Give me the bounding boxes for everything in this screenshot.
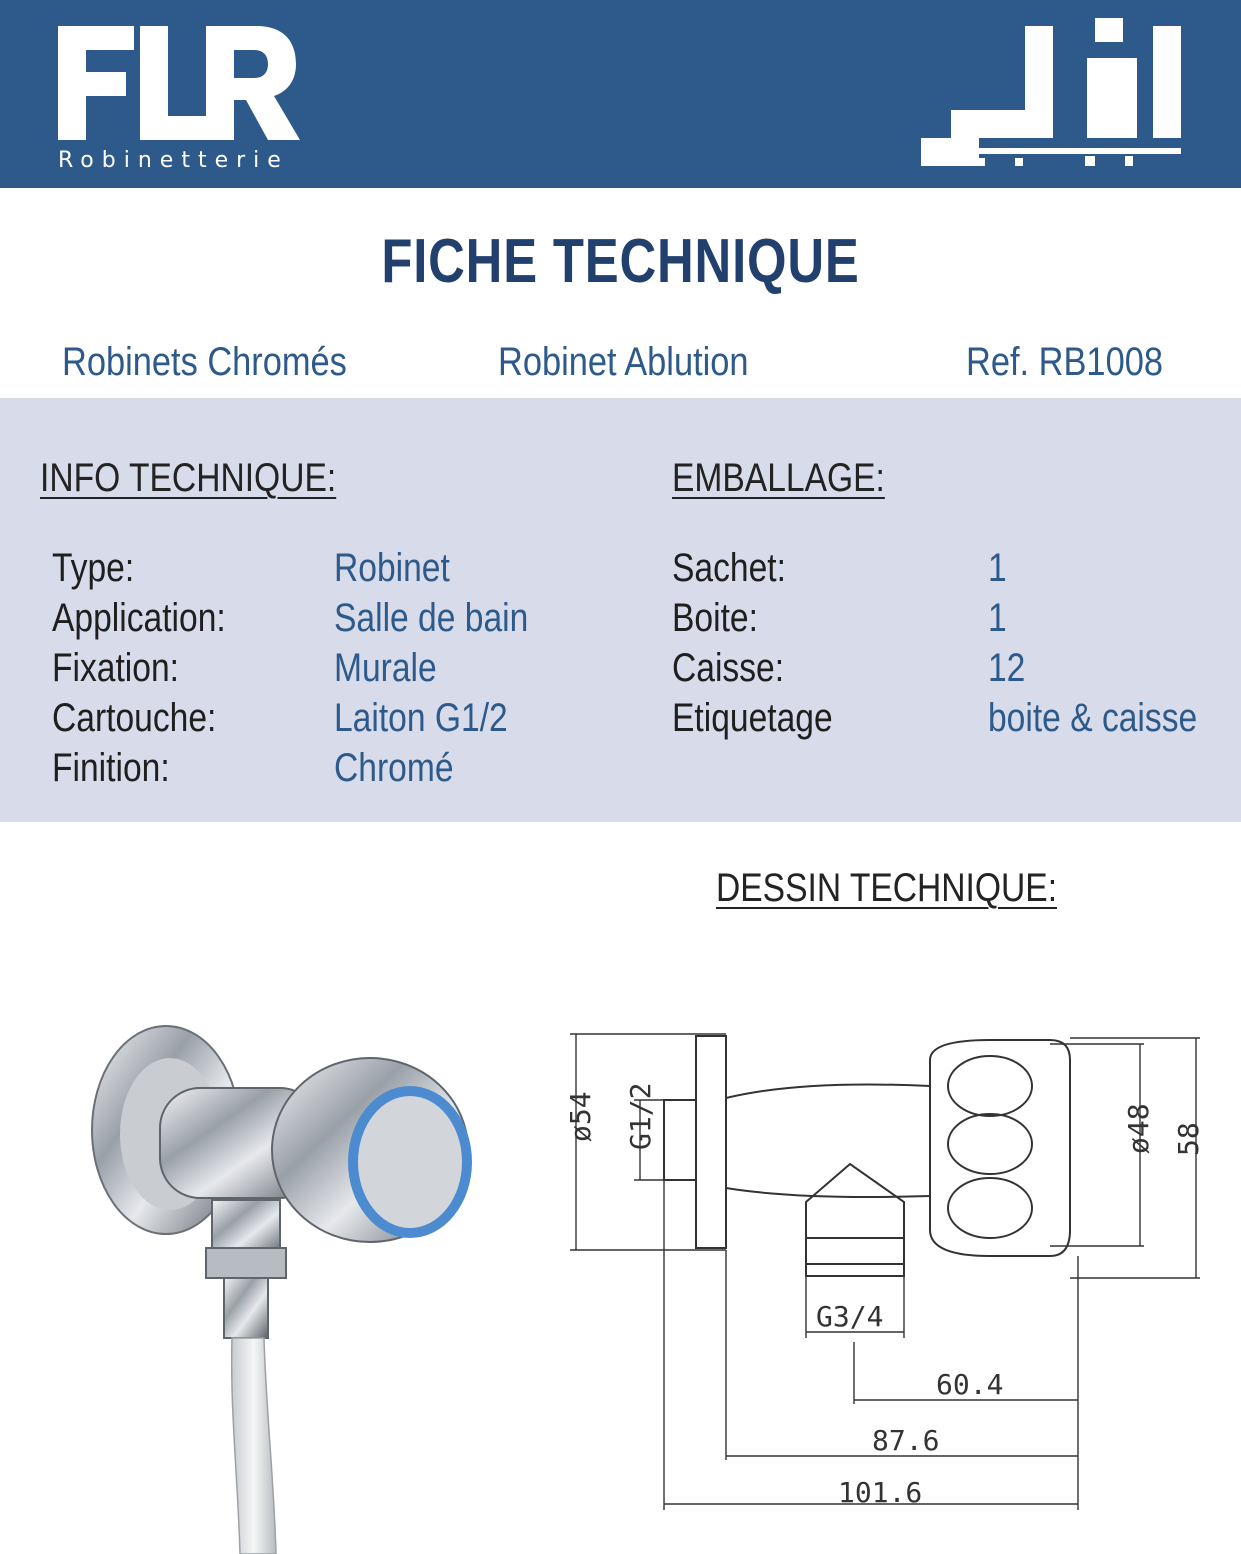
brand-subtitle: Robinetterie xyxy=(58,148,289,173)
pack-value: 1 xyxy=(988,596,1007,640)
arabic-logo xyxy=(915,18,1185,178)
pack-value: 12 xyxy=(988,646,1026,690)
pack-label: Boite: xyxy=(672,596,758,640)
pack-label: Sachet: xyxy=(672,546,786,590)
dim-g34: G3/4 xyxy=(816,1300,884,1333)
spec-value: Chromé xyxy=(334,746,454,790)
spec-label: Fixation: xyxy=(52,646,179,690)
product-reference: Ref. RB1008 xyxy=(966,340,1163,384)
emballage-heading: EMBALLAGE: xyxy=(672,456,885,500)
specs-panel xyxy=(0,398,1241,822)
spec-value: Robinet xyxy=(334,546,450,590)
info-technique-heading: INFO TECHNIQUE: xyxy=(40,456,337,500)
product-name: Robinet Ablution xyxy=(498,340,749,384)
product-category: Robinets Chromés xyxy=(62,340,347,384)
dim-d54: ø54 xyxy=(564,1091,597,1142)
spec-label: Type: xyxy=(52,546,135,590)
spec-label: Finition: xyxy=(52,746,170,790)
pack-label: Etiquetage xyxy=(672,696,833,740)
dim-604: 60.4 xyxy=(936,1368,1004,1401)
pack-label: Caisse: xyxy=(672,646,785,690)
dessin-heading: DESSIN TECHNIQUE: xyxy=(716,866,1058,910)
spec-label: Application: xyxy=(52,596,226,640)
dim-1016: 101.6 xyxy=(838,1476,923,1509)
dim-876: 87.6 xyxy=(872,1424,940,1457)
pack-value: 1 xyxy=(988,546,1007,590)
page-title: FICHE TECHNIQUE xyxy=(381,227,860,296)
dim-d48: ø48 xyxy=(1122,1103,1155,1154)
product-photo xyxy=(70,1010,510,1554)
dim-h58: 58 xyxy=(1172,1122,1205,1156)
spec-value: Murale xyxy=(334,646,437,690)
spec-label: Cartouche: xyxy=(52,696,217,740)
spec-value: Laiton G1/2 xyxy=(334,696,508,740)
header-banner xyxy=(0,0,1241,188)
spec-value: Salle de bain xyxy=(334,596,529,640)
dim-g12: G1/2 xyxy=(624,1082,657,1150)
technical-drawing xyxy=(530,1020,1241,1554)
pack-value: boite & caisse xyxy=(988,696,1198,740)
